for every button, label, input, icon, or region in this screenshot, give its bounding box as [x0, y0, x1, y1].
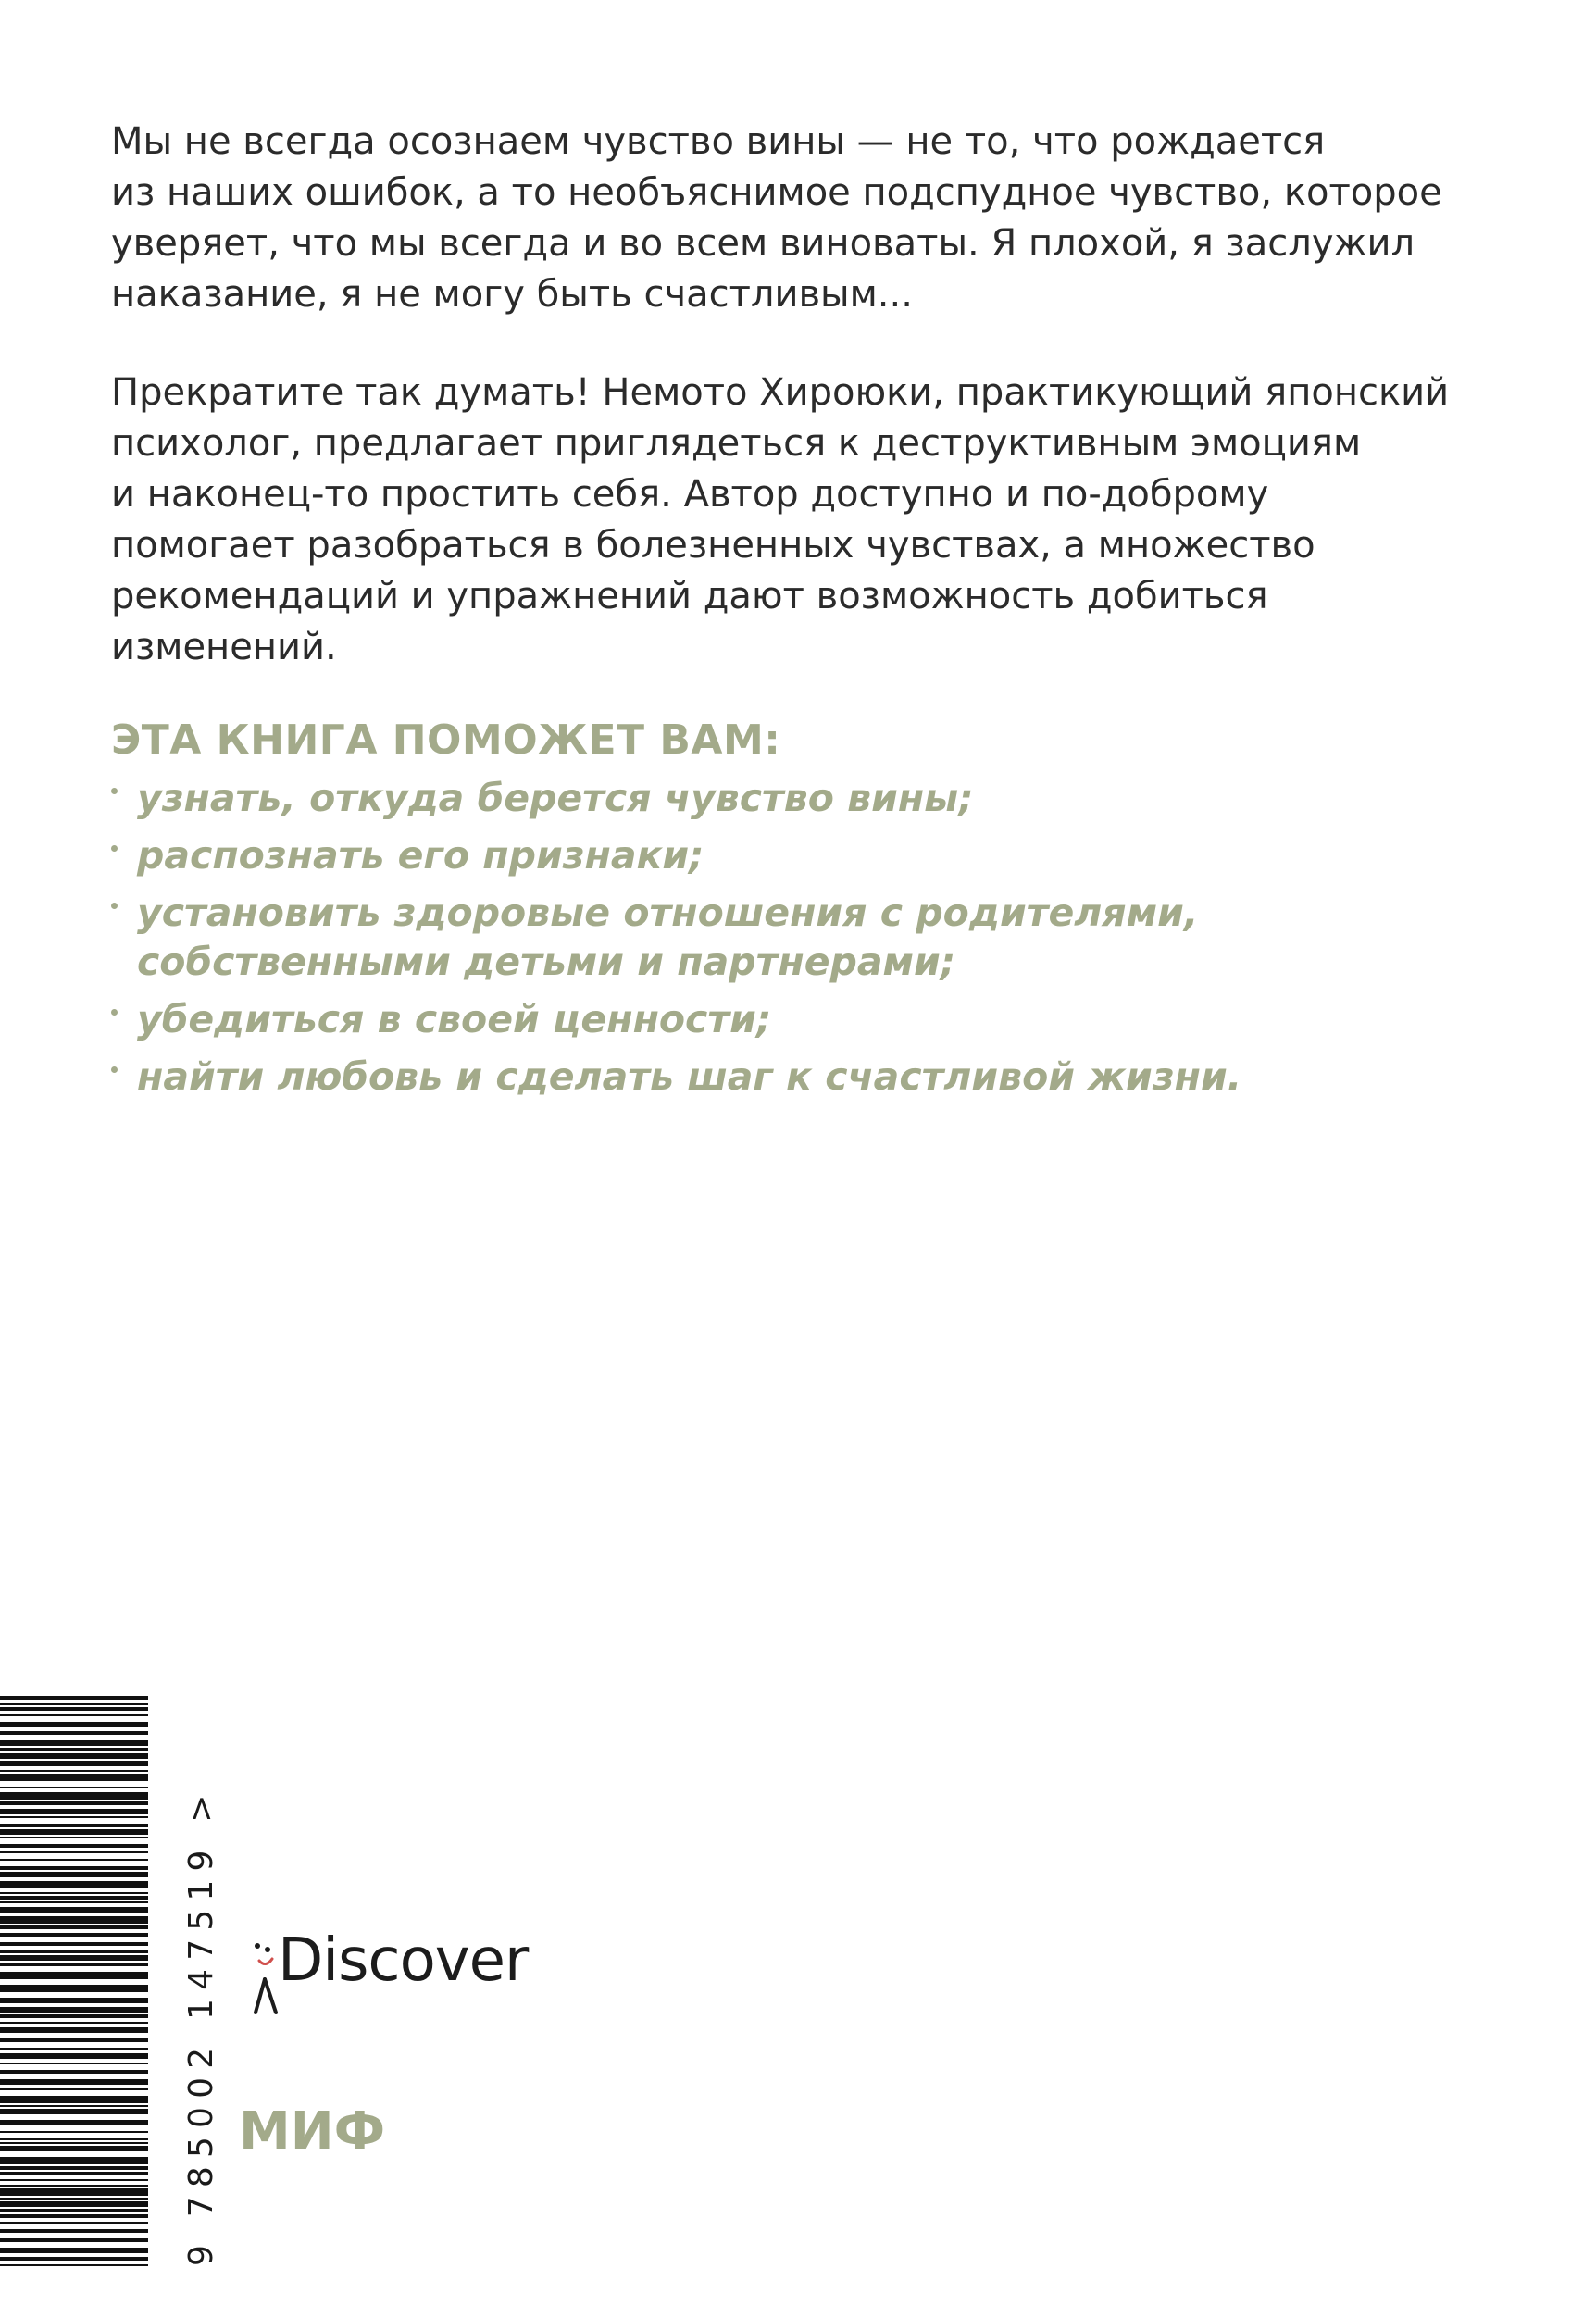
barcode-bar	[0, 2120, 148, 2125]
text-line: из наших ошибок, а то необъяснимое подспудное чувство, которое	[111, 171, 1442, 214]
barcode-bar	[0, 1963, 148, 1966]
barcode-bar	[0, 2027, 148, 2033]
barcode-bar	[0, 1740, 148, 1746]
barcode-bar	[0, 1824, 148, 1827]
barcode-bar	[0, 2188, 148, 2196]
barcode-bar	[0, 1896, 148, 1900]
list-item	[111, 774, 1241, 823]
text-line: Прекратите так думать! Немото Хироюки, практикующий японский	[111, 371, 1450, 414]
barcode-bar	[0, 2157, 148, 2164]
barcode-bar	[0, 2048, 148, 2050]
barcode-bar	[0, 2142, 148, 2144]
barcode-bar	[0, 1748, 148, 1751]
barcode-bar	[0, 1851, 148, 1853]
barcode-bar	[0, 1950, 148, 1953]
barcode-bar	[0, 1881, 148, 1888]
barcode-bar	[0, 2222, 148, 2224]
barcode-bar	[0, 1907, 148, 1913]
barcode-bar	[0, 1901, 148, 1903]
barcode-bar	[0, 1998, 148, 2003]
barcode-bar	[0, 2166, 148, 2170]
barcode-bar	[0, 1985, 148, 1992]
bullet-icon	[111, 1066, 118, 1073]
barcode-bar	[0, 2138, 148, 2140]
barcode-bar	[0, 2007, 148, 2013]
list-item	[111, 831, 1241, 880]
description-paragraph-2	[111, 368, 1450, 673]
barcode-bar	[0, 2257, 148, 2261]
barcode-bar	[0, 2229, 148, 2233]
barcode-bar	[0, 1703, 148, 1705]
barcode-bar	[0, 2146, 148, 2151]
barcode-bar	[0, 1774, 148, 1781]
text-line: уверяет, что мы всегда и во всем виноваты. Я плохой, я заслужил	[111, 222, 1415, 265]
barcode-bar	[0, 1714, 148, 1716]
list-item-text: убедиться в своей ценности;	[137, 997, 772, 1041]
barcode-bar	[0, 2109, 148, 2114]
discover-logo-text: Discover	[278, 1926, 529, 1995]
barcode-bar	[0, 1696, 148, 1700]
barcode-bar	[0, 2214, 148, 2218]
barcode-bar	[0, 2172, 148, 2175]
barcode-bar	[0, 1801, 148, 1805]
discover-logo	[239, 1920, 529, 2022]
list-item	[111, 995, 1241, 1044]
barcode-bar	[0, 2248, 148, 2253]
bullet-icon	[111, 1009, 118, 1016]
barcode-bar	[0, 1859, 148, 1861]
list-item	[111, 1053, 1241, 1102]
barcode-bar	[0, 2022, 148, 2024]
barcode-bar	[0, 2105, 148, 2107]
list-item-text: узнать, откуда берется чувство вины;	[137, 776, 974, 820]
barcode-bar	[0, 2201, 148, 2207]
barcode-bar	[0, 2131, 148, 2133]
bullet-icon	[111, 903, 118, 909]
list-item-text: установить здоровые отношения с родителями,	[137, 891, 1199, 935]
barcode-bar	[0, 1731, 148, 1735]
text-line: Мы не всегда осознаем чувство вины — не то, что рождается	[111, 120, 1326, 163]
barcode-bar	[0, 1770, 148, 1772]
barcode-bar	[0, 1972, 148, 1979]
barcode-bar	[0, 1792, 148, 1800]
barcode-bar	[0, 2179, 148, 2181]
barcode-bar	[0, 1787, 148, 1788]
barcode-bar	[0, 1837, 148, 1838]
barcode-bar	[0, 1892, 148, 1894]
barcode-bar	[0, 1916, 148, 1924]
barcode-bar	[0, 2079, 148, 2085]
barcode-bar	[0, 1816, 148, 1818]
barcode-bar	[0, 1866, 148, 1870]
benefits-heading: ЭТА КНИГА ПОМОЖЕТ ВАМ:	[111, 717, 781, 764]
text-line: психолог, предлагает приглядеться к деструктивным эмоциям	[111, 422, 1362, 465]
text-line: изменений.	[111, 626, 337, 668]
barcode-bar	[0, 2014, 148, 2018]
barcode-bar	[0, 1933, 148, 1937]
bullet-icon	[111, 845, 118, 852]
barcode-bar	[0, 2053, 148, 2059]
text-line: наказание, я не могу быть счастливым...	[111, 273, 913, 316]
barcode-bar	[0, 2264, 148, 2266]
benefits-list	[111, 774, 1241, 1110]
publisher-logo: МИФ	[239, 2101, 386, 2162]
text-line: и наконец-то простить себя. Автор доступно и по-доброму	[111, 473, 1269, 516]
barcode-bar	[0, 2038, 148, 2042]
barcode-bar	[0, 2070, 148, 2074]
list-item-text: найти любовь и сделать шаг к счастливой жизни.	[137, 1054, 1242, 1099]
barcode-bar	[0, 2198, 148, 2200]
list-item	[111, 889, 1241, 987]
isbn-digits: 9 785002 147519 >	[182, 1786, 220, 2266]
bullet-icon	[111, 788, 118, 794]
text-line: помогает разобраться в болезненных чувствах, а множество	[111, 524, 1315, 567]
barcode-bar	[0, 2238, 148, 2242]
text-line: рекомендаций и упражнений дают возможность добиться	[111, 575, 1268, 617]
barcode-bar	[0, 1753, 148, 1759]
barcode-bar	[0, 1925, 148, 1929]
barcode-bar	[0, 1844, 148, 1848]
barcode-bar	[0, 1955, 148, 1961]
description-paragraph-1	[111, 117, 1442, 320]
barcode-bar	[0, 1942, 148, 1946]
barcode-bar	[0, 1872, 148, 1877]
barcode-bar	[0, 2209, 148, 2212]
barcode-bar	[0, 2063, 148, 2064]
barcode-bar	[0, 2096, 148, 2103]
list-item-text: собственными детьми и партнерами;	[137, 940, 956, 984]
barcode-bar	[0, 1829, 148, 1835]
barcode-bar	[0, 2088, 148, 2090]
barcode-bar	[0, 2185, 148, 2187]
barcode-bar	[0, 1809, 148, 1814]
barcode-bar	[0, 1707, 148, 1711]
barcode-bar	[0, 1722, 148, 1727]
barcode-bar	[0, 1761, 148, 1766]
list-item-text: распознать его признаки;	[137, 833, 704, 878]
barcode-icon	[0, 1696, 148, 2270]
